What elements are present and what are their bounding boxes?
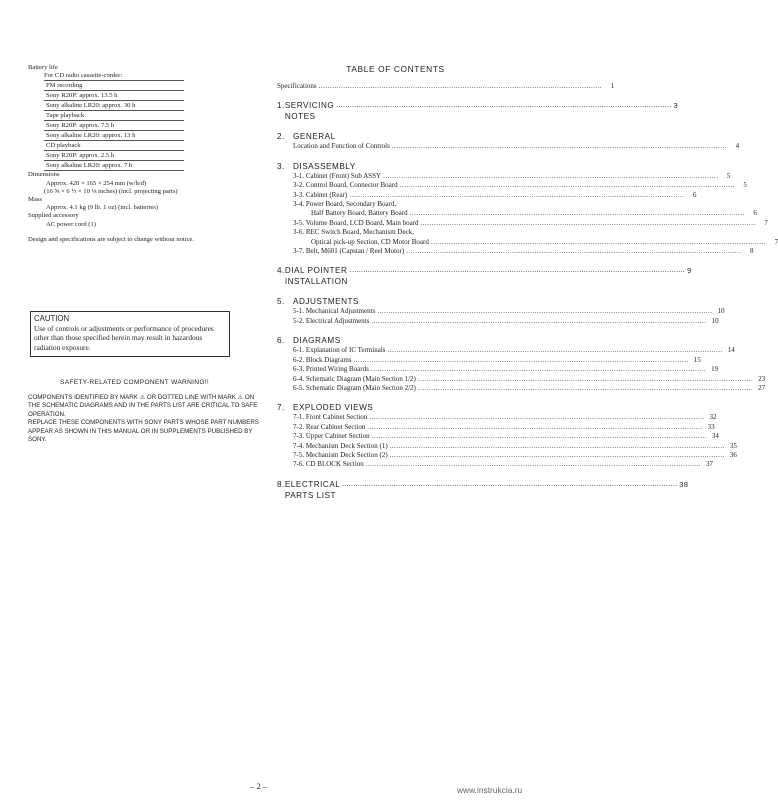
battery-life-cell: Sony R20P: approx. 13.5 h [44,91,184,101]
toc-entry[interactable]: Half Battery Board, Battery Board ..................................................................................................................................................... 6 [311,209,757,218]
toc-section-title: DIAGRAMS [293,336,341,346]
dimensions-value-1: Approx. 420 × 165 × 254 mm (w/h/d) [46,179,147,187]
battery-life-cell: Sony R20P: approx. 7.5 h [44,121,184,131]
toc-section-number: 8. [277,479,285,489]
toc-entry[interactable]: 7-6. CD BLOCK Section ..................................................................................................................................................... 37 [293,460,714,469]
toc-entry-page: 19 [711,365,719,374]
toc-section-heading[interactable] [277,161,504,172]
toc-section [277,335,766,393]
toc-entry-label: 3-6. REC Switch Board, Mechanism Deck, [293,228,414,237]
toc-section-heading[interactable]: 8. ELECTRICAL PARTS LIST ..................................................................................................................................................... 38 [277,479,689,500]
toc-entry-label: Optical pick-up Section, CD Motor Board [311,237,429,246]
toc-entry-page: 23 [758,374,766,383]
toc-entry-label: 3-5. Volume Board, LCD Board, Main board [293,218,419,227]
battery-life-row [44,141,184,151]
battery-life-row [44,81,184,91]
toc-entry-page: 32 [709,413,717,422]
toc-entry-page: 34 [711,432,719,441]
toc-entry[interactable]: 3-1. Cabinet (Front) Sub ASSY ..................................................................................................................................................... 5 [293,171,731,180]
toc-entry[interactable]: 3-2. Control Board, Connector Board ..................................................................................................................................................... 5 [293,181,747,190]
battery-life-row [44,111,184,121]
battery-life-row [44,161,184,171]
toc-entry[interactable]: 6-4. Schematic Diagram (Main Section 1/2) ..................................................................................................................................................... 23 [293,374,766,383]
toc-section [277,265,692,287]
battery-life-cell: Sony alkaline LR20: approx. 13 h [44,131,184,141]
toc-section-heading[interactable]: 1. SERVICING NOTES ..................................................................................................................................................... 3 [277,101,679,122]
caution-body: Use of controls or adjustments or performance of procedures other than those specified herein may result in hazardous radiation exposure. [34,323,214,352]
toc-entry-page: 7 [764,218,768,227]
toc-entry-page: 8 [749,247,754,256]
battery-life-row [44,101,184,111]
toc-entry[interactable]: Location and Function of Controls ..................................................................................................................................................... 4 [293,142,740,151]
toc-section-title: DIAL POINTER INSTALLATION [284,266,348,287]
safety-warning-title: SAFETY-RELATED COMPONENT WARNING!! [60,379,210,386]
toc-section-page: 3 [673,101,679,111]
toc-entry-page: 14 [727,346,735,355]
toc-entry[interactable]: 7-1. Front Cabinet Section ..................................................................................................................................................... 32 [293,413,717,422]
toc-section [277,479,689,501]
toc-entry-label: 6-2. Block Diagrams [293,355,352,364]
toc-entry[interactable]: 3-7. Belt, M601 (Capstan / Reel Motor) ..................................................................................................................................................... 8 [293,247,754,256]
battery-life-row [44,131,184,141]
toc-entry[interactable]: 7-4. Mechanism Deck Section (1) ..................................................................................................................................................... 35 [293,441,737,450]
toc-section-number: 1. [277,101,285,111]
toc-entry-label: 5-2. Electrical Adjustments [293,316,370,325]
toc-section-title: DISASSEMBLY [293,161,356,171]
toc-entry[interactable]: 7-3. Upper Cabinet Section ..................................................................................................................................................... 34 [293,432,719,441]
page-number: – 2 – [250,781,268,791]
toc-section-title: EXPLODED VIEWS [293,403,374,413]
toc-entry-label: 7-6. CD BLOCK Section [293,460,364,469]
toc-entry[interactable] [277,200,504,209]
battery-life-cell: FM recording [44,81,184,91]
mass-label: Mass [28,196,42,204]
toc-section-heading[interactable] [277,296,504,307]
toc-entry-label: 3-3. Cabinet (Rear) [293,190,348,199]
toc-section-number: 5. [277,297,285,307]
toc-section-title: SERVICING NOTES [284,101,335,122]
battery-life-row [44,91,184,101]
toc-entry[interactable]: 6-2. Block Diagrams ..................................................................................................................................................... 15 [293,355,701,364]
toc-entry-page: 7 [774,237,778,246]
toc-section-number: 2. [277,132,285,142]
toc-section-number: 4. [277,266,285,276]
toc-section [277,296,725,326]
toc-entry[interactable]: 6-3. Printed Wiring Boards ..................................................................................................................................................... 19 [293,365,719,374]
toc-entry-page: 5 [726,171,731,180]
toc-entry[interactable]: 5-1. Mechanical Adjustments ..................................................................................................................................................... 10 [293,307,725,316]
toc-section-number: 6. [277,336,285,346]
toc-entry[interactable]: 6-5. Schematic Diagram (Main Section 2/2) ..................................................................................................................................................... 27 [293,383,766,392]
toc-entry-label: 6-4. Schematic Diagram (Main Section 1/2) [293,374,416,383]
toc-entry-label: Half Battery Board, Battery Board [311,209,408,218]
toc-entry-label: 7-4. Mechanism Deck Section (1) [293,441,388,450]
toc-section-number: 3. [277,161,285,171]
toc-entry-page: 5 [743,181,747,190]
toc-entry-page: 27 [758,383,766,392]
toc-entry[interactable]: 7-5. Mechanism Deck Section (2) ..................................................................................................................................................... 36 [293,450,737,459]
dimensions-label: Dimensions [28,171,60,179]
dimensions-value-2: (16 ⅝ × 6 ½ × 10 ⅛ inches) (incl. projecting parts) [44,187,178,195]
toc-entry[interactable]: 3-5. Volume Board, LCD Board, Main board ..................................................................................................................................................... 7 [293,218,768,227]
battery-life-row [44,151,184,161]
toc-section-page: 38 [679,479,689,489]
toc-section [277,131,740,151]
toc-entry-page: 4 [735,142,740,151]
supplied-accessory-label: Supplied accessory [28,212,79,220]
toc-section [277,402,737,469]
toc-entry-label: 3-7. Belt, M601 (Capstan / Reel Motor) [293,247,405,256]
toc-section-number: 7. [277,403,285,413]
toc-entry-label: 5-1. Mechanical Adjustments [293,307,376,316]
toc-section [277,100,679,122]
caution-box [30,311,230,357]
battery-life-row [44,121,184,131]
supplied-accessory-value: AC power cord (1) [46,220,96,228]
caution-title: CAUTION [34,314,70,323]
table-of-contents [277,64,778,510]
battery-life-cell: CD playback [44,141,184,151]
toc-entry-label: 7-2. Rear Cabinet Section [293,422,366,431]
toc-entry-label: 6-5. Schematic Diagram (Main Section 2/2) [293,383,416,392]
toc-entry-label: 3-2. Control Board, Connector Board [293,181,398,190]
toc-entry[interactable]: 5-2. Electrical Adjustments ..................................................................................................................................................... 10 [293,316,719,325]
toc-entry-label: 3-1. Cabinet (Front) Sub ASSY [293,171,382,180]
battery-life-table [44,80,184,171]
toc-entry-page: 33 [707,422,715,431]
design-note: Design and specifications are subject to change without notice. [28,235,195,243]
toc-section-title: ELECTRICAL PARTS LIST [284,479,341,500]
toc-entry-label: 7-5. Mechanism Deck Section (2) [293,450,388,459]
toc-entry-page: 1 [610,82,615,90]
toc-entry-page: 37 [706,460,714,469]
toc-entry-page: 36 [729,450,737,459]
toc-entry-label: Location and Function of Controls [293,142,390,151]
toc-entry-specifications[interactable]: Specifications .............................................................................................................................. 1 [277,82,615,90]
toc-entry[interactable]: 7-2. Rear Cabinet Section ..................................................................................................................................................... 33 [293,422,715,431]
toc-section-heading[interactable] [277,335,504,346]
toc-entry[interactable]: 3-3. Cabinet (Rear) ..................................................................................................................................................... 6 [293,190,697,199]
battery-life-cell: Sony R20P: approx. 2.5 h [44,151,184,161]
toc-entry-label: Specifications [277,82,317,90]
battery-life-cell: Sony alkaline LR20: approx. 30 h [44,101,184,111]
toc-entry-label: 6-1. Explanation of IC Terminals [293,346,386,355]
safety-warning-text [28,394,264,444]
safety-warning-paragraph-1: COMPONENTS IDENTIFIED BY MARK ⚠ OR DOTTED LINE WITH MARK ⚠ ON THE SCHEMATIC DIAGRAMS AND IN THE PARTS LIST ARE CRITICAL TO SAFE OPERATION. [28,394,258,418]
toc-entry-page: 6 [692,190,697,199]
safety-warning-paragraph-2: REPLACE THESE COMPONENTS WITH SONY PARTS WHOSE PART NUMBERS APPEAR AS SHOWN IN THIS MANUAL OR IN SUPPLEMENTS PUBLISHED BY SONY. [28,419,259,444]
toc-title: TABLE OF CONTENTS [346,64,445,74]
battery-life-cell: Tape playback [44,111,184,121]
toc-entry[interactable]: Optical pick-up Section, CD Motor Board ..................................................................................................................................................... 7 [311,237,778,246]
toc-section-page: 9 [687,266,692,276]
toc-entry-label: 7-3. Upper Cabinet Section [293,432,370,441]
toc-entry-page: 10 [717,307,725,316]
toc-entry-page: 6 [753,209,757,218]
toc-entry-page: 35 [729,441,737,450]
toc-entry-label: 3-4. Power Board, Secondary Board, [293,200,397,209]
battery-life-label: Battery life [28,64,58,71]
toc-entry-page: 10 [711,316,719,325]
toc-section [277,161,778,257]
toc-entry-label: 6-3. Printed Wiring Boards [293,365,369,374]
toc-section-heading[interactable] [277,131,504,142]
battery-life-cell: Sony alkaline LR20: approx. 7 h [44,161,184,171]
toc-section-heading[interactable]: 4. DIAL POINTER INSTALLATION ..................................................................................................................................................... 9 [277,266,692,287]
watermark: www.instrukcia.ru [457,785,523,795]
toc-entry-page: 15 [693,355,701,364]
mass-value: Approx. 4.1 kg (9 lb. 1 oz) (incl. batteries) [46,204,159,212]
toc-section-title: ADJUSTMENTS [293,297,359,307]
toc-section-heading[interactable] [277,402,504,413]
toc-section-title: GENERAL [293,132,336,142]
toc-entry-label: 7-1. Front Cabinet Section [293,413,368,422]
specifications-block [28,64,256,244]
toc-entry[interactable]: 6-1. Explanation of IC Terminals ..................................................................................................................................................... 14 [293,346,735,355]
cd-radio-label: For CD radio cassette-corder: [44,72,123,80]
toc-entry[interactable] [277,228,504,237]
